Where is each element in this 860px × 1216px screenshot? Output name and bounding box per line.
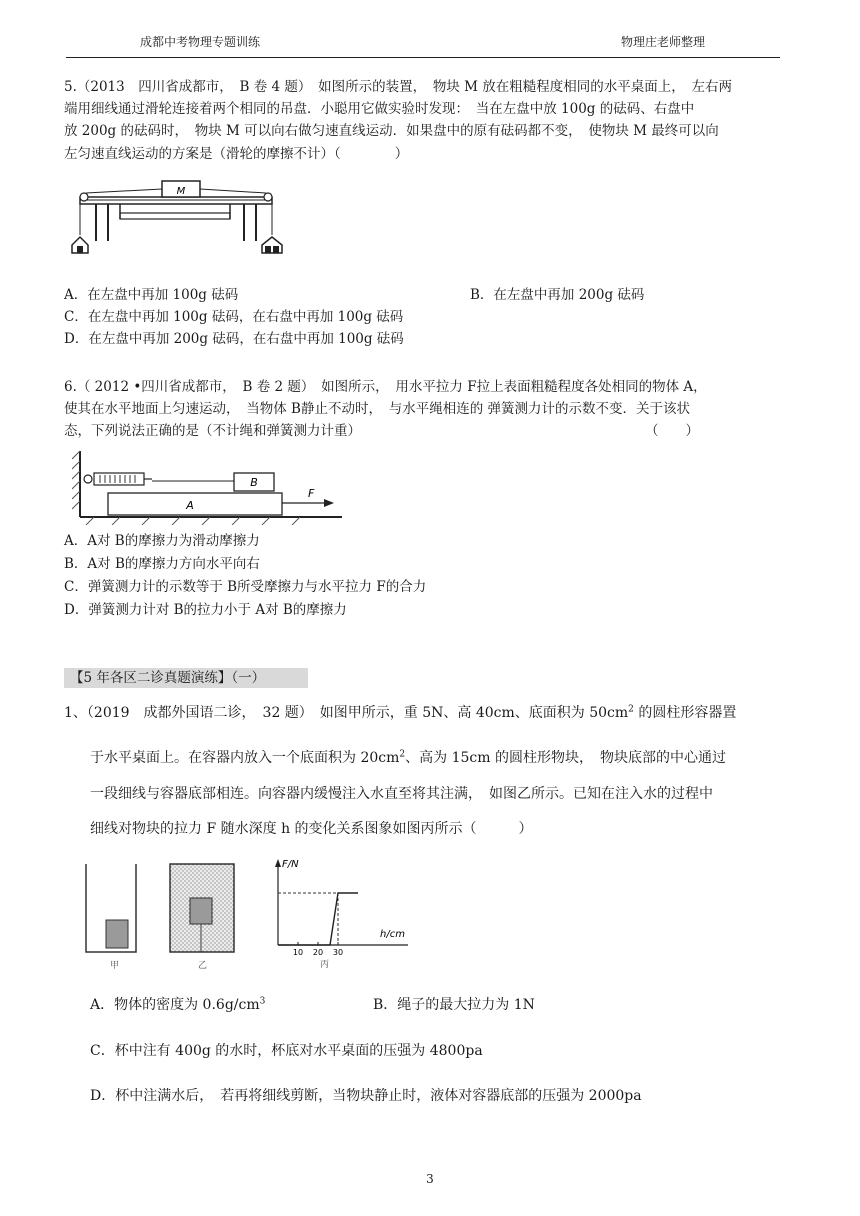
q6-force-label: F <box>308 487 315 500</box>
graph-x-label: h/cm <box>380 929 405 940</box>
q5-line-1: 5.（2013 四川省成都市， B 卷 4 题） 如图所示的装置， 物块 M 放在粗糙程度相同的水平桌面上， 左右两 <box>64 79 733 95</box>
q6-block-a-label: A <box>186 499 194 512</box>
q5-option-a[interactable]: A．在左盘中再加 100g 砝码 <box>64 287 239 303</box>
q6-option-b[interactable]: B．A对 B的摩擦力方向水平向右 <box>64 556 260 572</box>
header-left-title: 成都中考物理专题训练 <box>140 35 261 49</box>
q5-line-4: 左匀速直线运动的方案是（滑轮的摩擦不计）（ ） <box>64 146 409 162</box>
graph-tick-20: 20 <box>312 948 324 957</box>
section-heading: 【5 年各区二诊真题演练】（一） <box>70 670 266 686</box>
ex1-force-depth-graph <box>268 855 418 971</box>
q5-block-label: M <box>176 186 186 197</box>
ex1-line-2: 于水平桌面上。在容器内放入一个底面积为 $20cm^2$、高为 15cm 的圆柱形物块， 物块底部的中心通过 <box>90 749 726 766</box>
q6-answer-blank[interactable]: （ ） <box>645 423 699 439</box>
q5-option-d[interactable]: D．在左盘中再加 200g 砝码，在右盘中再加 100g 砝码 <box>64 331 404 347</box>
ex1-option-a[interactable]: A．物体的密度为 $0.6g/cm^3$ <box>90 996 266 1013</box>
page-number: 3 <box>426 1172 434 1186</box>
ex1-figure-jia-label: 甲 <box>110 961 120 971</box>
graph-y-label: F/N <box>282 859 299 870</box>
graph-tick-30: 30 <box>332 948 344 957</box>
ex1-line-4: 细线对物块的拉力 F 随水深度 h 的变化关系图象如图丙所示（ ） <box>90 821 533 837</box>
q6-option-c[interactable]: C．弹簧测力计的示数等于 B所受摩擦力与水平拉力 F的合力 <box>64 579 427 595</box>
q5-option-b[interactable]: B．在左盘中再加 200g 砝码 <box>470 287 645 303</box>
header-divider <box>66 57 780 58</box>
ex1-container-figures <box>84 860 264 972</box>
q5-option-c[interactable]: C．在左盘中再加 100g 砝码，在右盘中再加 100g 砝码 <box>64 309 404 325</box>
q6-line-3: 态，下列说法正确的是（不计绳和弹簧测力计重） <box>64 423 361 439</box>
graph-tick-10: 10 <box>292 948 304 957</box>
q5-line-2: 端用细线通过滑轮连接着两个相同的吊盘．小聪用它做实验时发现： 当在左盘中放 100g 的砝码、右盘中 <box>64 101 695 117</box>
header-right-author: 物理庄老师整理 <box>621 35 706 49</box>
q6-spring-figure <box>72 445 352 525</box>
q5-pulley-figure <box>70 175 290 275</box>
q6-option-a[interactable]: A．A对 B的摩擦力为滑动摩擦力 <box>64 533 260 549</box>
q6-line-2: 使其在水平地面上匀速运动， 当物体 B静止不动时， 与水平绳相连的 弹簧测力计的示数不变．关于该状 <box>64 401 691 417</box>
q5-line-3: 放 200g 的砝码时， 物块 M 可以向右做匀速直线运动．如果盘中的原有砝码都不变， 使物块 M 最终可以向 <box>64 123 719 139</box>
q6-option-d[interactable]: D．弹簧测力计对 B的拉力小于 A对 B的摩擦力 <box>64 602 347 618</box>
ex1-option-c[interactable]: C．杯中注有 400g 的水时，杯底对水平桌面的压强为 4800pa <box>90 1043 483 1059</box>
graph-force-curve <box>278 893 358 945</box>
ex1-option-b[interactable]: B．绳子的最大拉力为 1N <box>373 997 535 1013</box>
ex1-line-3: 一段细线与容器底部相连。向容器内缓慢注入水直至将其注满， 如图乙所示。已知在注入水的过程中 <box>90 786 713 802</box>
ex1-figure-yi-label: 乙 <box>198 961 208 971</box>
ex1-line-1: 1、（2019 成都外国语二诊， 32 题） 如图甲所示，重 5N、高 40cm、底面积为 $50cm^2$ 的圆柱形容器置 <box>64 704 737 721</box>
q6-block-b-label: B <box>250 476 258 489</box>
q6-line-1: 6.（ 2012 •四川省成都市， B 卷 2 题） 如图所示， 用水平拉力 F拉上表面粗糙程度各处相同的物体 A， <box>64 379 707 395</box>
ex1-figure-bing-label: 丙 <box>320 960 330 970</box>
ex1-option-d[interactable]: D．杯中注满水后， 若再将细线剪断，当物块静止时，液体对容器底部的压强为 2000pa <box>90 1088 642 1104</box>
